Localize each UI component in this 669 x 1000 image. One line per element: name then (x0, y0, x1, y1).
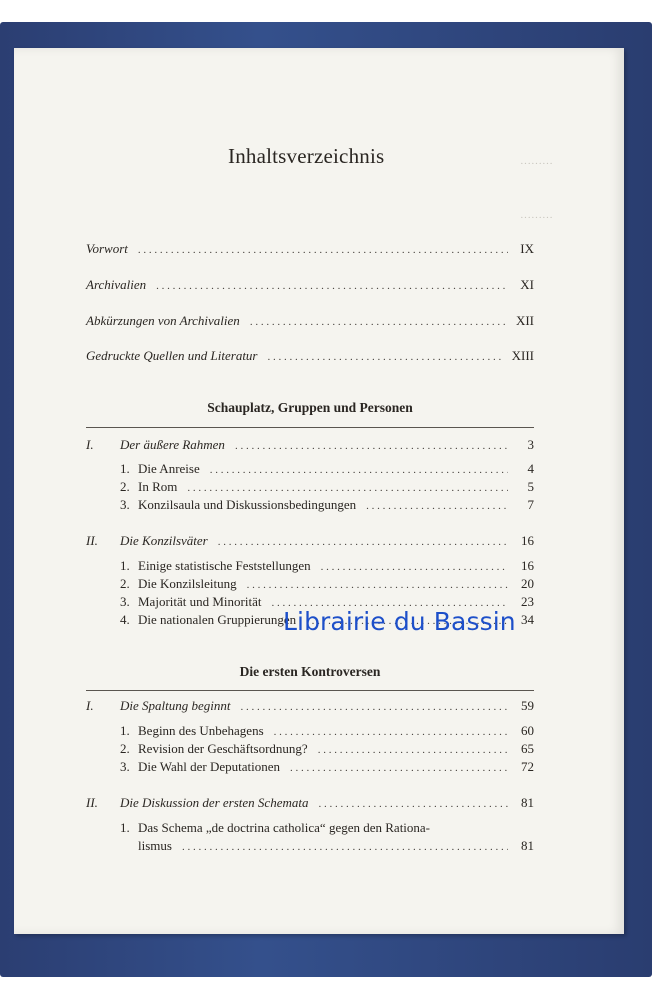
section-number: 3. (120, 594, 130, 609)
toc-section[interactable] (120, 558, 534, 575)
toc-entry-preface[interactable] (86, 241, 534, 258)
toc-section[interactable] (120, 497, 534, 514)
toc-entry-page: 81 (521, 795, 534, 810)
section-number: 2. (120, 576, 130, 591)
chapter-number: II. (86, 533, 98, 548)
divider (86, 427, 534, 428)
section-number: 3. (120, 759, 130, 774)
toc-entry-page: 16 (521, 558, 534, 573)
dot-leader (268, 349, 504, 365)
toc-entry-page: 16 (521, 533, 534, 548)
watermark-text: Librairie du Bassin (283, 607, 516, 636)
toc-entry-page: IX (520, 241, 534, 256)
toc-entry-label: Einige statistische Feststellungen (138, 558, 311, 573)
toc-entry-label: Die nationalen Gruppierungen (138, 612, 297, 627)
part-heading: Schauplatz, Gruppen und Personen (207, 400, 413, 415)
dot-leader (274, 724, 508, 740)
toc-entry-label: Konzilsaula und Diskussionsbedingungen (138, 497, 357, 512)
dot-leader (366, 498, 508, 514)
toc-entry-page: 5 (527, 479, 534, 494)
toc-entry-page: 23 (521, 594, 534, 609)
dot-leader (321, 559, 508, 575)
toc-entry-label: Die Konzilsleitung (138, 576, 237, 591)
toc-entry-page: 34 (521, 612, 534, 627)
toc-chapter[interactable] (86, 437, 534, 454)
section-number: 1. (120, 723, 130, 738)
toc-entry-label: Die Diskussion der ersten Schemata (120, 795, 309, 810)
toc-section[interactable] (120, 576, 534, 593)
dot-leader (138, 242, 508, 258)
toc-entry-label: Die Spaltung beginnt (120, 698, 231, 713)
toc-entry-page: 4 (527, 461, 534, 476)
toc-entry-label: Revision der Geschäftsordnung? (138, 741, 308, 756)
section-number: 3. (120, 497, 130, 512)
toc-entry-archival-sources[interactable] (86, 277, 534, 294)
section-number: 2. (120, 479, 130, 494)
dot-leader (235, 438, 508, 454)
dot-leader (218, 534, 508, 550)
toc-section[interactable] (120, 759, 534, 776)
toc-entry-label: Vorwort (86, 241, 128, 256)
section-number: 1. (120, 820, 130, 835)
chapter-number: I. (86, 437, 94, 452)
dot-leader (250, 314, 508, 330)
toc-section[interactable] (120, 820, 534, 836)
toc-section-continuation[interactable] (138, 838, 534, 855)
toc-entry-label: Majorität und Minorität (138, 594, 262, 609)
toc-entry-label: In Rom (138, 479, 178, 494)
bleed-through-text: ········· (520, 158, 553, 170)
dot-leader (187, 480, 508, 496)
toc-section[interactable] (120, 479, 534, 496)
toc-entry-page: XIII (511, 348, 534, 363)
toc-entry-label: Gedruckte Quellen und Literatur (86, 348, 258, 363)
toc-entry-page: 81 (521, 838, 534, 853)
divider (86, 690, 534, 691)
dot-leader (318, 796, 508, 812)
chapter-number: II. (86, 795, 98, 810)
toc-entry-label: Die Konzilsväter (120, 533, 208, 548)
toc-section[interactable] (120, 723, 534, 740)
toc-entry-label: Beginn des Unbehagens (138, 723, 264, 738)
toc-entry-label: lismus (138, 838, 172, 853)
toc-entry-page: 20 (521, 576, 534, 591)
section-number: 1. (120, 558, 130, 573)
dot-leader (182, 839, 508, 855)
dot-leader (241, 699, 509, 715)
toc-entry-page: XI (520, 277, 534, 292)
toc-entry-label: Archivalien (86, 277, 147, 292)
page-title: Inhaltsverzeichnis (228, 144, 385, 168)
toc-entry-label: Die Anreise (138, 461, 200, 476)
dot-leader (318, 742, 508, 758)
toc-entry-label: Das Schema „de doctrina catholica“ gegen den Rationa- (138, 820, 431, 835)
toc-chapter[interactable] (86, 795, 534, 812)
bleed-through-text: ········· (520, 212, 553, 224)
chapter-number: I. (86, 698, 94, 713)
section-number: 1. (120, 461, 130, 476)
dot-leader (290, 760, 508, 776)
dot-leader (247, 577, 508, 593)
dot-leader (210, 462, 508, 478)
toc-entry-page: 60 (521, 723, 534, 738)
section-number: 2. (120, 741, 130, 756)
section-number: 4. (120, 612, 130, 627)
toc-chapter[interactable] (86, 533, 534, 550)
toc-entry-label: Die Wahl der Deputationen (138, 759, 281, 774)
toc-entry-page: 59 (521, 698, 534, 713)
dot-leader (156, 278, 508, 294)
toc-entry-label: Abkürzungen von Archivalien (86, 313, 240, 328)
toc-entry-page: 72 (521, 759, 534, 774)
part-heading: Die ersten Kontroversen (239, 664, 381, 679)
toc-section[interactable] (120, 741, 534, 758)
toc-entry-label: Der äußere Rahmen (120, 437, 225, 452)
toc-entry-page: XII (515, 313, 534, 328)
toc-entry-page: 3 (527, 437, 534, 452)
toc-entry-page: 65 (521, 741, 534, 756)
toc-chapter[interactable] (86, 698, 534, 715)
toc-entry-page: 7 (527, 497, 534, 512)
toc-entry-printed-sources[interactable] (86, 348, 534, 365)
toc-entry-abbreviations[interactable] (86, 313, 534, 330)
toc-section[interactable] (120, 461, 534, 478)
